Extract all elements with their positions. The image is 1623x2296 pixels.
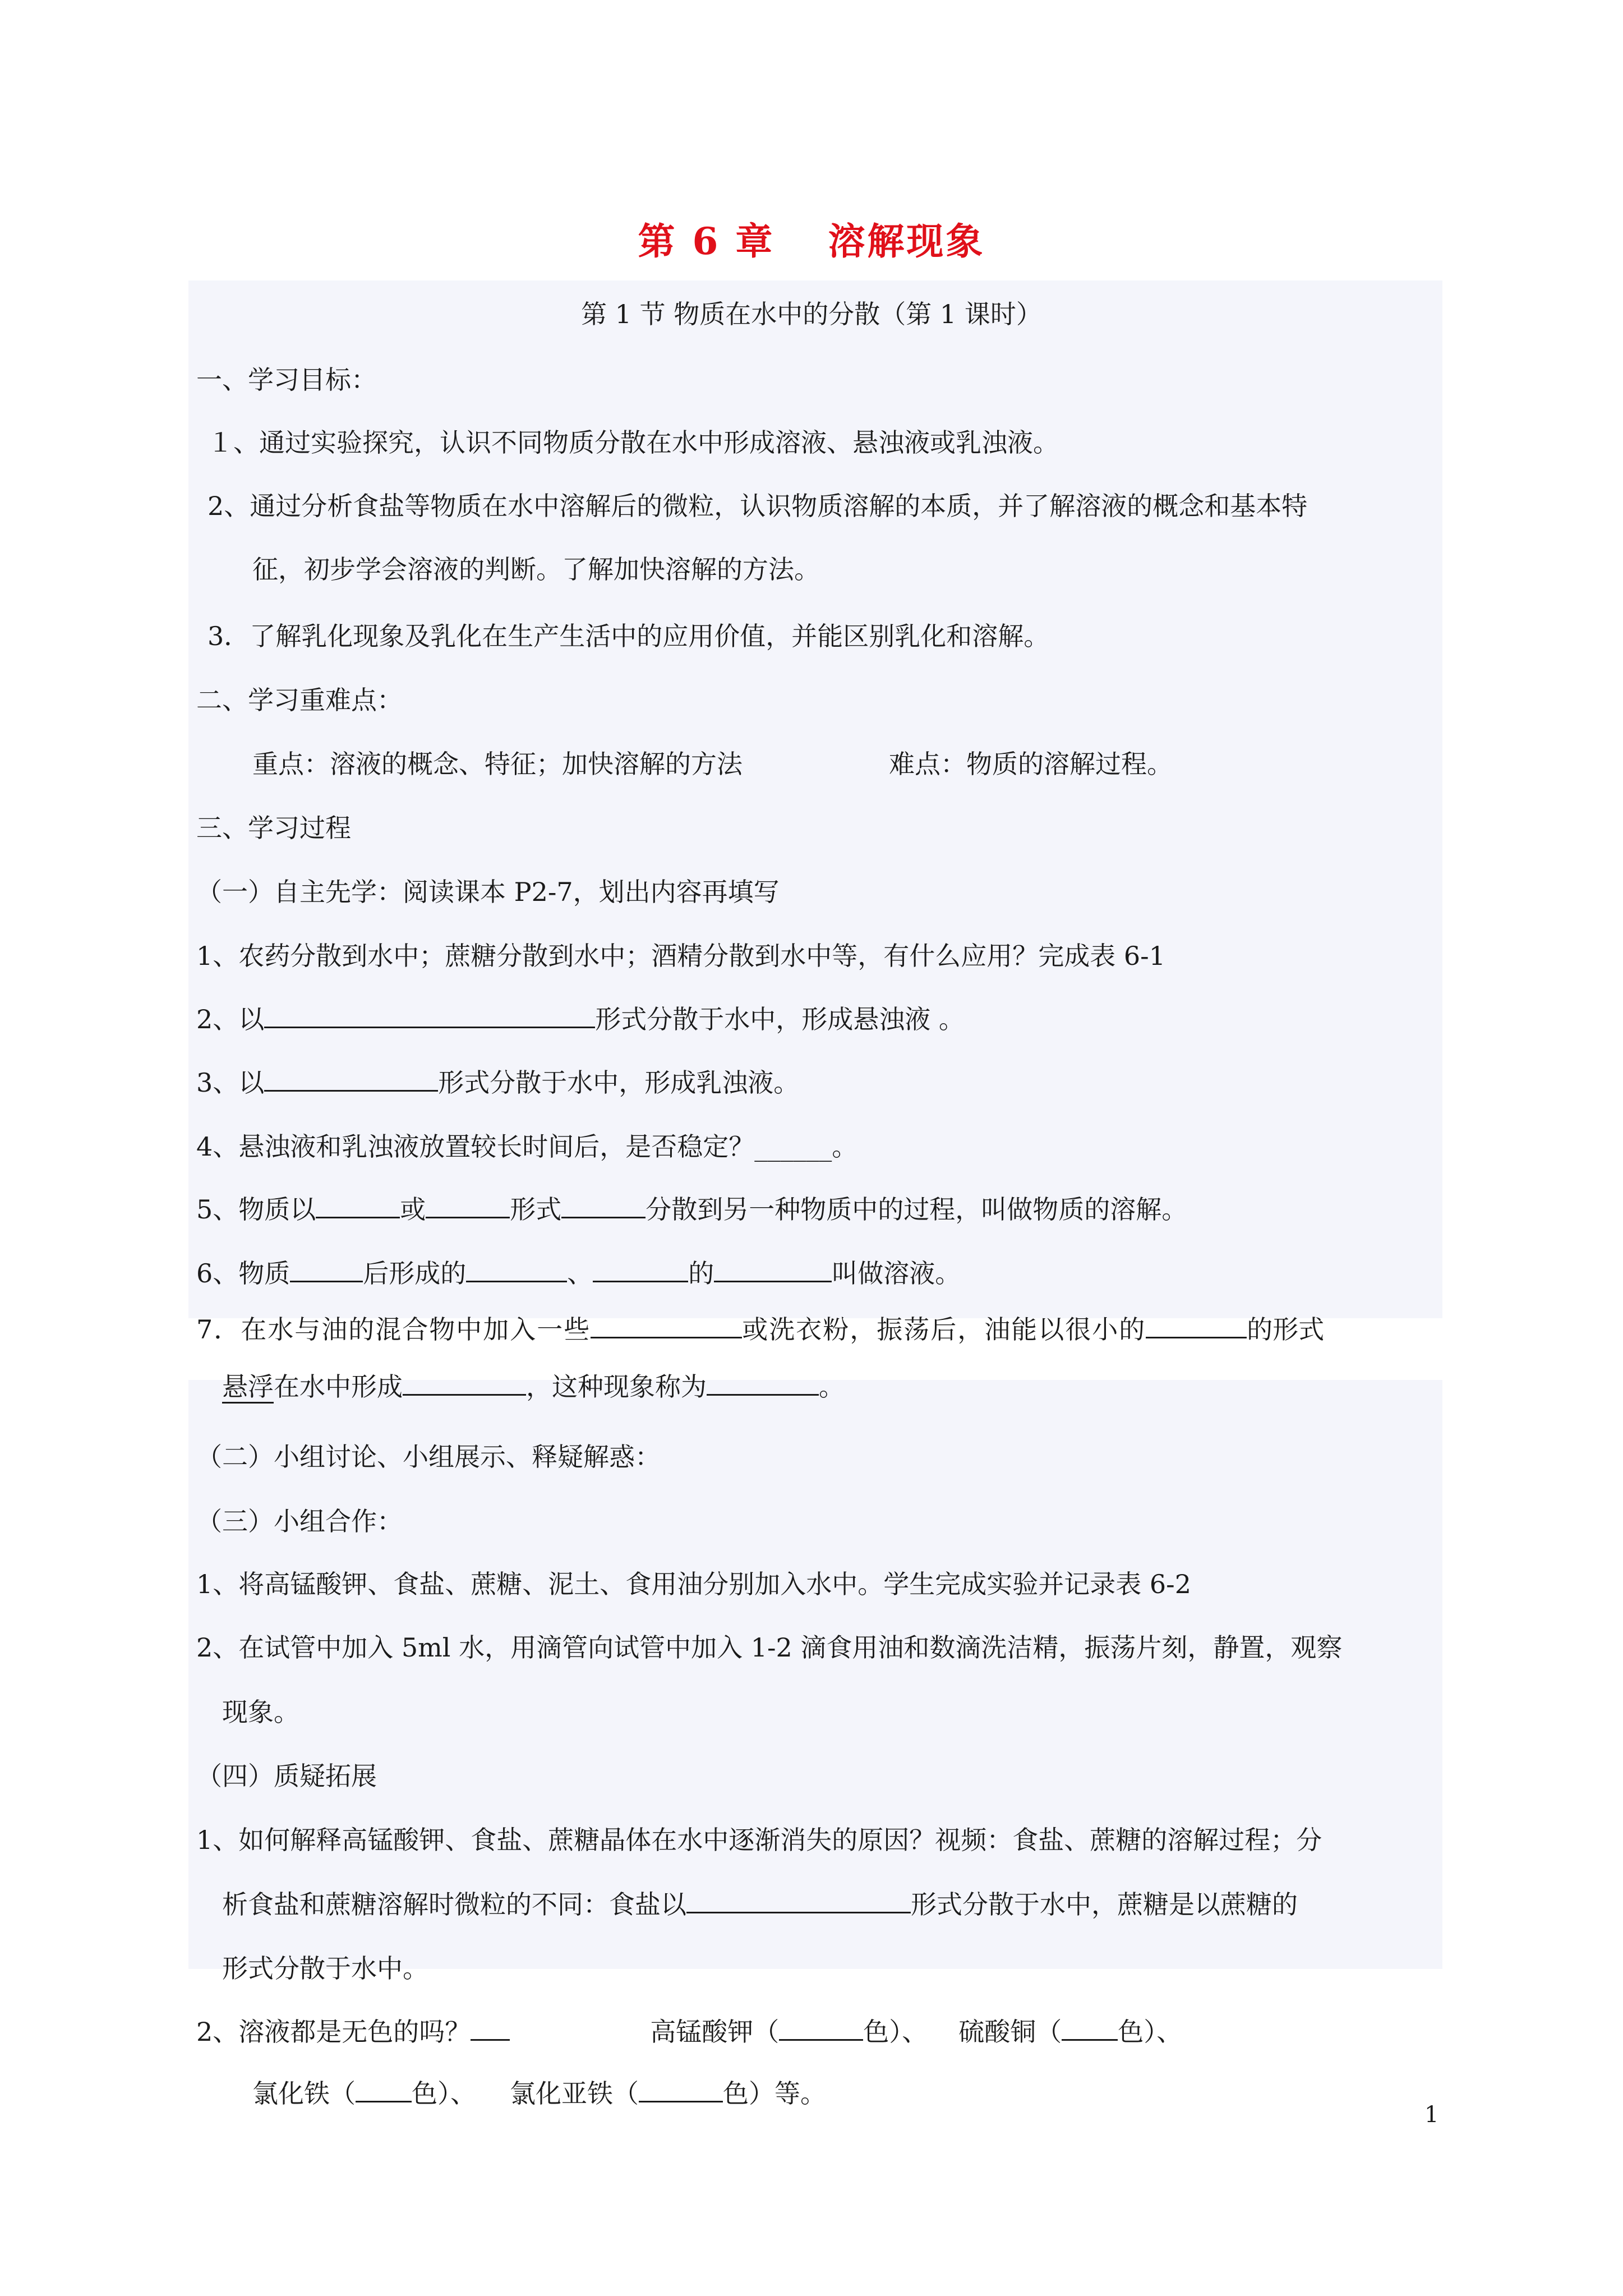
objective-3: 3．了解乳化现象及乳化在生产生活中的应用价值，并能区别乳化和溶解。 <box>208 621 1050 651</box>
fill-blank[interactable] <box>561 1192 645 1218</box>
fill-blank[interactable] <box>471 2014 510 2041</box>
chapter-title <box>0 216 1623 266</box>
extension-heading: （四）质疑拓展 <box>196 1761 377 1791</box>
fill-blank[interactable] <box>316 1192 400 1218</box>
extension-item-1-line-1: 1、如何解释高锰酸钾、食盐、蔗糖晶体在水中逐渐消失的原因？视频：食盐、蔗糖的溶解过程；分 <box>196 1825 1322 1855</box>
page-number: 1 <box>1424 2102 1439 2128</box>
self-study-heading: （一）自主先学：阅读课本 P2-7，划出内容再填写 <box>196 877 780 907</box>
fill-blank[interactable] <box>466 1256 567 1282</box>
objective-2-line-2: 征，初步学会溶液的判断。了解加快溶解的方法。 <box>252 554 820 585</box>
fill-blank[interactable] <box>264 1002 595 1028</box>
fill-blank[interactable] <box>1146 1312 1247 1338</box>
fill-blank[interactable] <box>591 1312 742 1338</box>
cooperation-item-2-line-1: 2、在试管中加入 5ml 水，用滴管向试管中加入 1-2 滴食用油和数滴洗洁精，振荡片刻，静置，观察 <box>196 1632 1343 1663</box>
fill-blank[interactable] <box>1062 2014 1118 2041</box>
fill-blank[interactable] <box>714 1256 832 1282</box>
fill-blank[interactable] <box>290 1256 363 1282</box>
question-1: 1、农药分散到水中；蔗糖分散到水中；酒精分散到水中等，有什么应用？完成表 6-1 <box>196 941 1165 971</box>
extension-item-2-line-1: 2、溶液都是无色的吗？ 高锰酸钾（ 色）、 硫酸铜（ 色）、 <box>196 2014 1182 2050</box>
fill-blank[interactable] <box>686 1887 911 1913</box>
objective-1: １、通过实验探究，认识不同物质分散在水中形成溶液、悬浊液或乳浊液。 <box>208 427 1059 458</box>
cooperation-item-1: 1、将高锰酸钾、食盐、蔗糖、泥土、食用油分别加入水中。学生完成实验并记录表 6-2 <box>196 1569 1191 1599</box>
fill-blank[interactable] <box>593 1256 688 1282</box>
chapter-name: 溶解现象 <box>828 219 985 263</box>
fill-blank[interactable] <box>779 2014 863 2041</box>
question-6: 6、物质 后形成的 、 的 叫做溶液。 <box>196 1255 961 1291</box>
question-4: 4、悬浊液和乳浊液放置较长时间后，是否稳定？______。 <box>196 1131 858 1162</box>
fill-blank[interactable] <box>264 1065 438 1092</box>
extension-item-1-line-2: 析食盐和蔗糖溶解时微粒的不同：食盐以 形式分散于水中，蔗糖是以蔗糖的 <box>222 1887 1298 1922</box>
section-subtitle: 第 1 节 物质在水中的分散（第 1 课时） <box>581 299 1042 329</box>
question-7-line-2: 悬浮在水中形成 ，这种现象称为 。 <box>222 1369 845 1405</box>
question-2: 2、以 形式分散于水中，形成悬浊液 。 <box>196 1001 965 1037</box>
objective-2-line-1: 2、通过分析食盐等物质在水中溶解后的微粒，认识物质溶解的本质，并了解溶液的概念和基本特 <box>208 491 1308 521</box>
focus-point: 重点：溶液的概念、特征；加快溶解的方法 <box>252 749 743 779</box>
fill-blank[interactable] <box>426 1192 510 1218</box>
extension-item-2-line-2: 氯化铁（ 色）、 氯化亚铁（ 色）等。 <box>252 2076 826 2111</box>
cooperation-item-2-line-2: 现象。 <box>222 1697 299 1727</box>
fill-blank[interactable] <box>639 2076 723 2102</box>
difficulty-point: 难点：物质的溶解过程。 <box>889 749 1173 779</box>
fill-blank[interactable] <box>356 2076 412 2102</box>
process-heading: 三、学习过程 <box>196 813 351 843</box>
discussion-heading: （二）小组讨论、小组展示、释疑解惑： <box>196 1442 661 1472</box>
chapter-number: 第 6 章 <box>638 219 775 263</box>
fill-blank[interactable] <box>403 1369 526 1396</box>
objectives-heading: 一、学习目标： <box>196 365 377 395</box>
question-7-line-1: 7．在水与油的混合物中加入一些 或洗衣粉，振荡后，油能以很小的 的形式 <box>196 1312 1324 1347</box>
key-points-heading: 二、学习重难点： <box>196 685 403 715</box>
question-3: 3、以 形式分散于水中，形成乳浊液。 <box>196 1065 799 1101</box>
extension-item-1-line-3: 形式分散于水中。 <box>222 1953 428 1984</box>
cooperation-heading: （三）小组合作： <box>196 1506 403 1536</box>
question-5: 5、物质以 或 形式 分散到另一种物质中的过程，叫做物质的溶解。 <box>196 1191 1187 1227</box>
fill-blank[interactable] <box>707 1369 819 1396</box>
